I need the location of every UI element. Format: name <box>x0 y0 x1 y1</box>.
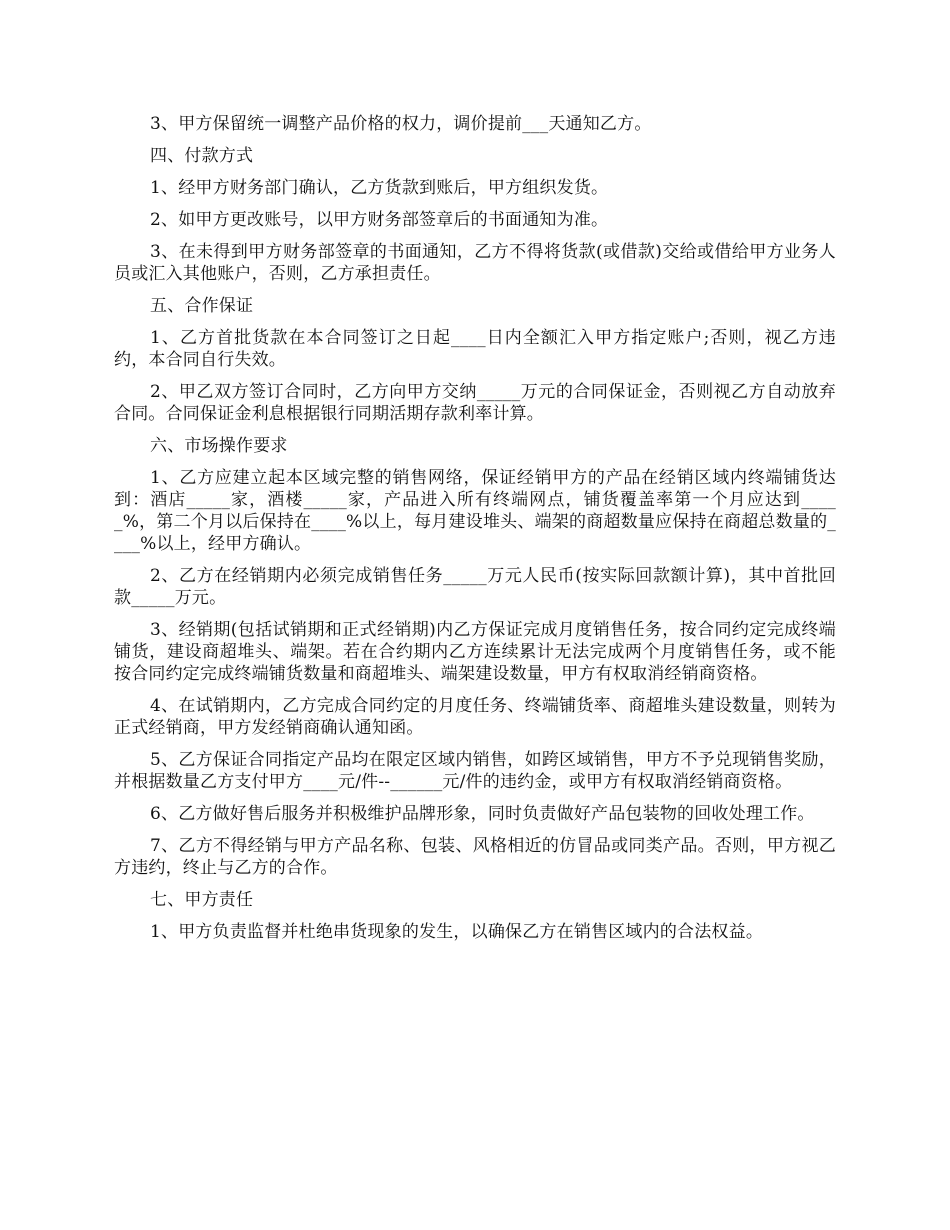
clause-after-sales: 6、乙方做好售后服务并积极维护品牌形象，同时负责做好产品包装物的回收处理工作。 <box>150 804 815 824</box>
clause-counterfeit: 7、乙方不得经销与甲方产品名称、包装、风格相近的仿冒品或同类产品。否则，甲方视乙方违约，终止与乙方的合作。 <box>114 836 836 878</box>
clause-price-adjustment: 3、甲方保留统一调整产品价格的权力，调价提前___天通知乙方。 <box>150 114 652 134</box>
clause-sales-network: 1、乙方应建立起本区域完整的销售网络，保证经销甲方的产品在经销区域内终端铺货达到：酒店_____家，酒楼_____家，产品进入所有终端网点，铺货覆盖率第一个月应达到_____%，第二个月以后保持在____%以上，每月建设堆头、端架的商超数量应保持在商超总数量的____%以上，经甲方确认。 <box>114 468 836 554</box>
clause-monthly-task: 3、经销期(包括试销期和正式经销期)内乙方保证完成月度销售任务，按合同约定完成终端铺货，建设商超堆头、端架。若在合约期内乙方连续累计无法完成两个月度销售任务，或不能按合同约定完成终端铺货数量和商超堆头、端架建设数量，甲方有权取消经销商资格。 <box>114 620 836 684</box>
section-heading-market-requirements: 六、市场操作要求 <box>150 436 288 456</box>
clause-region-restriction: 5、乙方保证合同指定产品均在限定区域内销售，如跨区域销售，甲方不予兑现销售奖励，并根据数量乙方支付甲方____元/件--______元/件的违约金，或甲方有权取消经销商资格。 <box>114 750 836 792</box>
section-heading-party-a-duty: 七、甲方责任 <box>150 890 254 910</box>
section-heading-payment: 四、付款方式 <box>150 146 254 166</box>
clause-payment-restriction: 3、在未得到甲方财务部签章的书面通知，乙方不得将货款(或借款)交给或借给甲方业务人员或汇入其他账户，否则，乙方承担责任。 <box>114 242 836 284</box>
clause-deposit: 2、甲乙双方签订合同时，乙方向甲方交纳_____万元的合同保证金，否则视乙方自动放弃合同。合同保证金利息根据银行同期活期存款利率计算。 <box>114 382 836 424</box>
clause-anti-cross-selling: 1、甲方负责监督并杜绝串货现象的发生，以确保乙方在销售区域内的合法权益。 <box>150 922 764 942</box>
clause-payment-confirmation: 1、经甲方财务部门确认，乙方货款到账后，甲方组织发货。 <box>150 178 609 198</box>
clause-trial-period: 4、在试销期内，乙方完成合同约定的月度任务、终端铺货率、商超堆头建设数量，则转为正式经销商，甲方发经销商确认通知函。 <box>114 696 836 738</box>
clause-sales-target: 2、乙方在经销期内必须完成销售任务_____万元人民币(按实际回款额计算)，其中首批回款_____万元。 <box>114 566 836 608</box>
document-body <box>114 113 836 953</box>
section-heading-guarantee: 五、合作保证 <box>150 296 254 316</box>
clause-first-payment: 1、乙方首批货款在本合同签订之日起____日内全额汇入甲方指定账户;否则，视乙方违约，本合同自行失效。 <box>114 328 836 370</box>
clause-account-change: 2、如甲方更改账号，以甲方财务部签章后的书面通知为准。 <box>150 210 609 230</box>
